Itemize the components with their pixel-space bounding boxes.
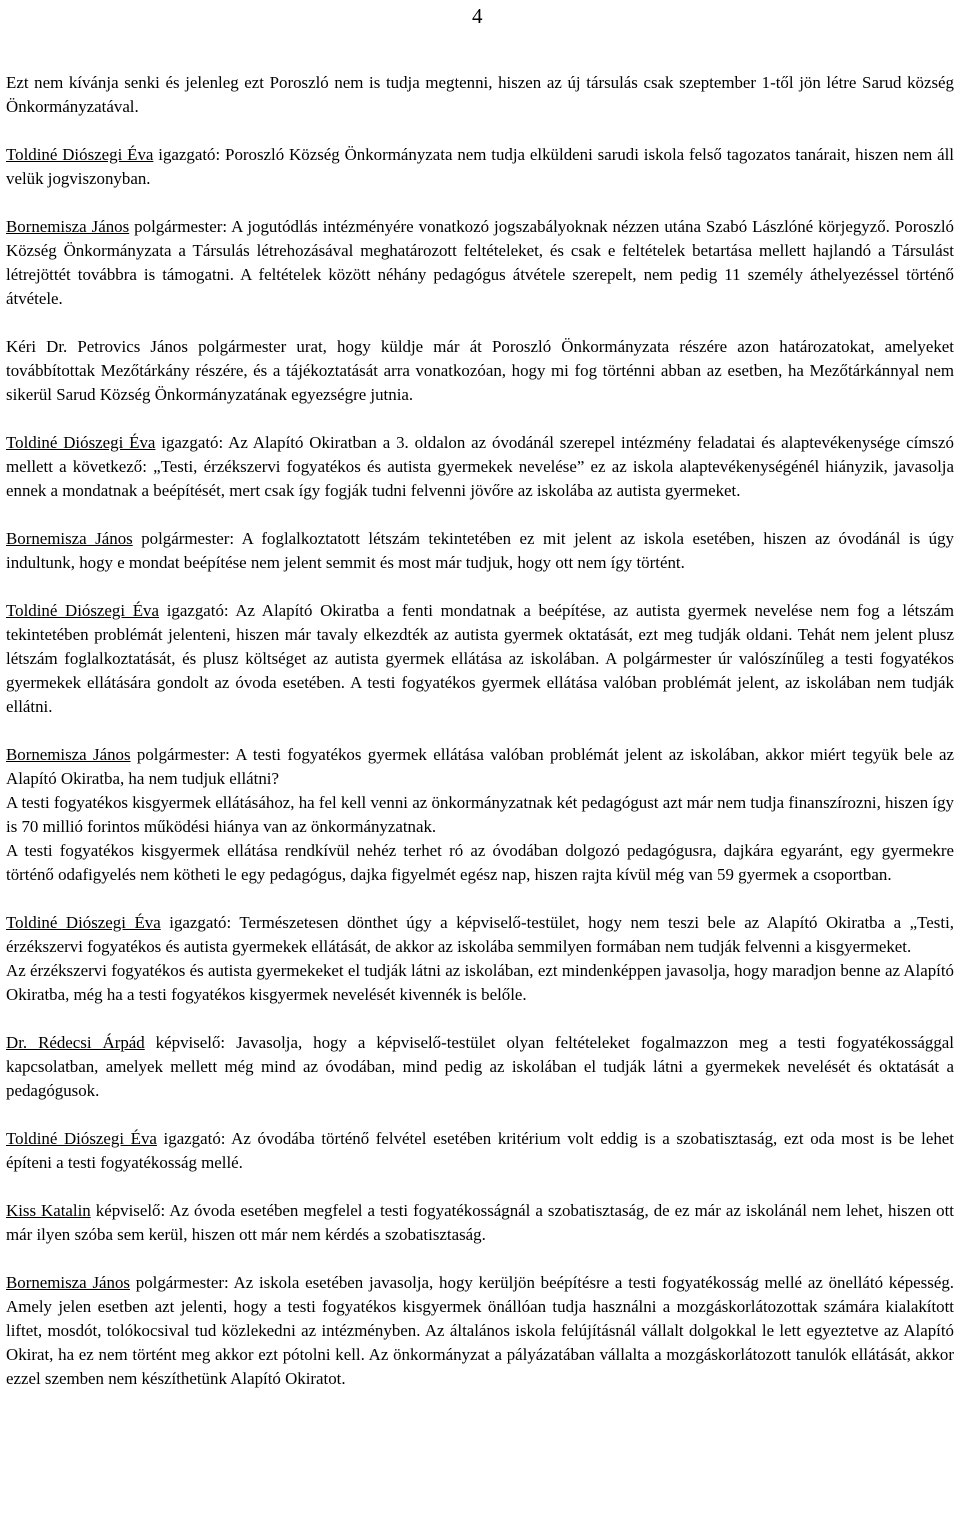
page-number: 4 bbox=[472, 4, 483, 28]
speaker-name: Bornemisza János bbox=[6, 529, 133, 548]
paragraph-text: polgármester: Az iskola esetében javasolja, hogy kerüljön beépítésre a testi fogyatékosság mellé az önellátó képesség. Amely jelen esetben azt jelenti, hogy a testi fogyatékos kisgyermek önállóan tudja használni a mozgáskorlátozottak számára kialakított liftet, mosdót, tolókocsival tud közlekedni az intézményben. Az általános iskola felújításnál vállalt dolgokkal le lett egyeztetve az Alapító Okirat, ha ez nem történt meg akkor ezt pótolni kell. Az önkormányzat a pályázatában vállalta a mozgáskorlátozott tanulók ellátását, akkor ezzel szemben nem készíthetünk Alapító Okiratot. bbox=[6, 1273, 954, 1388]
paragraph bbox=[6, 527, 954, 575]
paragraph bbox=[6, 71, 954, 119]
paragraph-text: polgármester: A foglalkoztatott létszám tekintetében ez mit jelent az iskola esetében, hiszen az óvodánál is úgy indultunk, hogy e mondat beépítése nem jelent semmit és most már tudjuk, hogy ott nem így történt. bbox=[6, 529, 954, 572]
paragraph bbox=[6, 911, 954, 959]
speaker-name: Bornemisza János bbox=[6, 1273, 130, 1292]
paragraph-text: A testi fogyatékos kisgyermek ellátása rendkívül nehéz terhet ró az óvodában dolgozó pedagógusra, dajkára egyaránt, egy gyermekre történő odafigyelés nem kötheti le egy pedagógus, dajka figyelmét egész nap, hiszen rajta kívül még van 59 gyermek a csoportban. bbox=[6, 841, 954, 884]
paragraph-text: igazgató: Poroszló Község Önkormányzata nem tudja elküldeni sarudi iskola felső tagozatos tanárait, hiszen nem áll velük jogviszonyban. bbox=[6, 145, 954, 188]
speaker-name: Bornemisza János bbox=[6, 217, 130, 236]
speaker-name: Toldiné Diószegi Éva bbox=[6, 1129, 157, 1148]
paragraph-text: Kéri Dr. Petrovics János polgármester urat, hogy küldje már át Poroszló Önkormányzata részére azon határozatokat, amelyeket továbbítottak Mezőtárkány részére, és a tájékoztatását arra vonatkozóan, hogy mi fog történni abban az esetben, ha Mezőtárkánnyal nem sikerül Sarud Község Önkormányzatának egyezségre jutnia. bbox=[6, 337, 954, 404]
paragraph bbox=[6, 143, 954, 191]
paragraph bbox=[6, 1271, 954, 1391]
paragraph bbox=[6, 1127, 954, 1175]
paragraph-text: Ezt nem kívánja senki és jelenleg ezt Poroszló nem is tudja megtenni, hiszen az új társulás csak szeptember 1-től jön létre Sarud község Önkormányzatával. bbox=[6, 73, 954, 116]
paragraph-text: Az érzékszervi fogyatékos és autista gyermekeket el tudják látni az iskolában, ezt mindenképpen javasolja, hogy maradjon benne az Alapító Okiratba, még ha a testi fogyatékos kisgyermek nevelését kivennék is belőle. bbox=[6, 961, 954, 1004]
paragraph bbox=[6, 1031, 954, 1103]
paragraph-text: polgármester: A testi fogyatékos gyermek ellátása valóban problémát jelent az iskolában, akkor miért tegyük bele az Alapító Okiratba, ha nem tudjuk ellátni? bbox=[6, 745, 954, 788]
speaker-name: Kiss Katalin bbox=[6, 1201, 91, 1220]
paragraph bbox=[6, 599, 954, 719]
paragraph bbox=[6, 839, 954, 887]
speaker-name: Dr. Rédecsi Árpád bbox=[6, 1033, 145, 1052]
paragraph-text: képviselő: Javasolja, hogy a képviselő-testület olyan feltételeket fogalmazzon meg a testi fogyatékossággal kapcsolatban, amelyek mellett még mind az óvodában, mind pedig az iskolában el tudják látni a gyermekek nevelését és oktatását a pedagógusok. bbox=[6, 1033, 954, 1100]
paragraph bbox=[6, 791, 954, 839]
speaker-name: Bornemisza János bbox=[6, 745, 131, 764]
speaker-name: Toldiné Diószegi Éva bbox=[6, 433, 156, 452]
paragraph-text: igazgató: Az óvodába történő felvétel esetében kritérium volt eddig is a szobatisztaság, ezt oda most is be lehet építeni a testi fogyatékosság mellé. bbox=[6, 1129, 954, 1172]
paragraph bbox=[6, 215, 954, 311]
paragraph bbox=[6, 1199, 954, 1247]
paragraph-text: igazgató: Az Alapító Okiratba a fenti mondatnak a beépítése, az autista gyermek nevelése nem fog a létszám tekintetében problémát jelenteni, hiszen már tavaly elkezdték az autista gyermek oktatását, ezt meg tudják oldani. Tehát nem jelent plusz létszám foglalkoztatását, és plusz költséget az autista gyermek ellátása az iskolában. A polgármester úr valószínűleg a testi fogyatékos gyermekek ellátására gondolt az óvoda esetében. A testi fogyatékos gyermek ellátása valóban problémát jelent, az iskolában nem tudják ellátni. bbox=[6, 601, 954, 716]
paragraph-text: igazgató: Az Alapító Okiratban a 3. oldalon az óvodánál szerepel intézmény feladatai és alaptevékenysége címszó mellett a következő: „Testi, érzékszervi fogyatékos és autista gyermekek nevelése” ez az iskola alaptevékenységénél hiányzik, javasolja ennek a mondatnak a beépítését, mert csak így fogják tudni felvenni jövőre az iskolába az autista gyermeket. bbox=[6, 433, 954, 500]
paragraph bbox=[6, 743, 954, 791]
paragraph-text: polgármester: A jogutódlás intézményére vonatkozó jogszabályoknak nézzen utána Szabó Lászlóné körjegyző. Poroszló Község Önkormányzata a Társulás létrehozásával meghatározott feltételeket, és csak e feltételek betartása mellett hajlandó a Társulást létrejöttét továbbra is támogatni. A feltételek között néhány pedagógus átvétele szerepelt, nem pedig 11 személy áthelyezéssel történő átvétele. bbox=[6, 217, 954, 308]
paragraph bbox=[6, 959, 954, 1007]
paragraph bbox=[6, 335, 954, 407]
paragraph-text: képviselő: Az óvoda esetében megfelel a testi fogyatékosságnál a szobatisztaság, de ez már az iskolánál nem lehet, hiszen ott már ilyen szóba sem kerül, hiszen ott már nem kérdés a szobatisztaság. bbox=[6, 1201, 954, 1244]
document-body bbox=[6, 71, 954, 1391]
speaker-name: Toldiné Diószegi Éva bbox=[6, 145, 154, 164]
paragraph-text: igazgató: Természetesen dönthet úgy a képviselő-testület, hogy nem teszi bele az Alapító Okiratba a „Testi, érzékszervi fogyatékos és autista gyermekek ellátását, de akkor az iskolába semmilyen formában nem tudják felvenni a kisgyermeket. bbox=[6, 913, 954, 956]
speaker-name: Toldiné Diószegi Éva bbox=[6, 601, 160, 620]
paragraph-text: A testi fogyatékos kisgyermek ellátásához, ha fel kell venni az önkormányzatnak két pedagógust azt már nem tudja finanszírozni, hiszen így is 70 millió forintos működési hiánya van az önkormányzatnak. bbox=[6, 793, 954, 836]
paragraph bbox=[6, 431, 954, 503]
speaker-name: Toldiné Diószegi Éva bbox=[6, 913, 161, 932]
